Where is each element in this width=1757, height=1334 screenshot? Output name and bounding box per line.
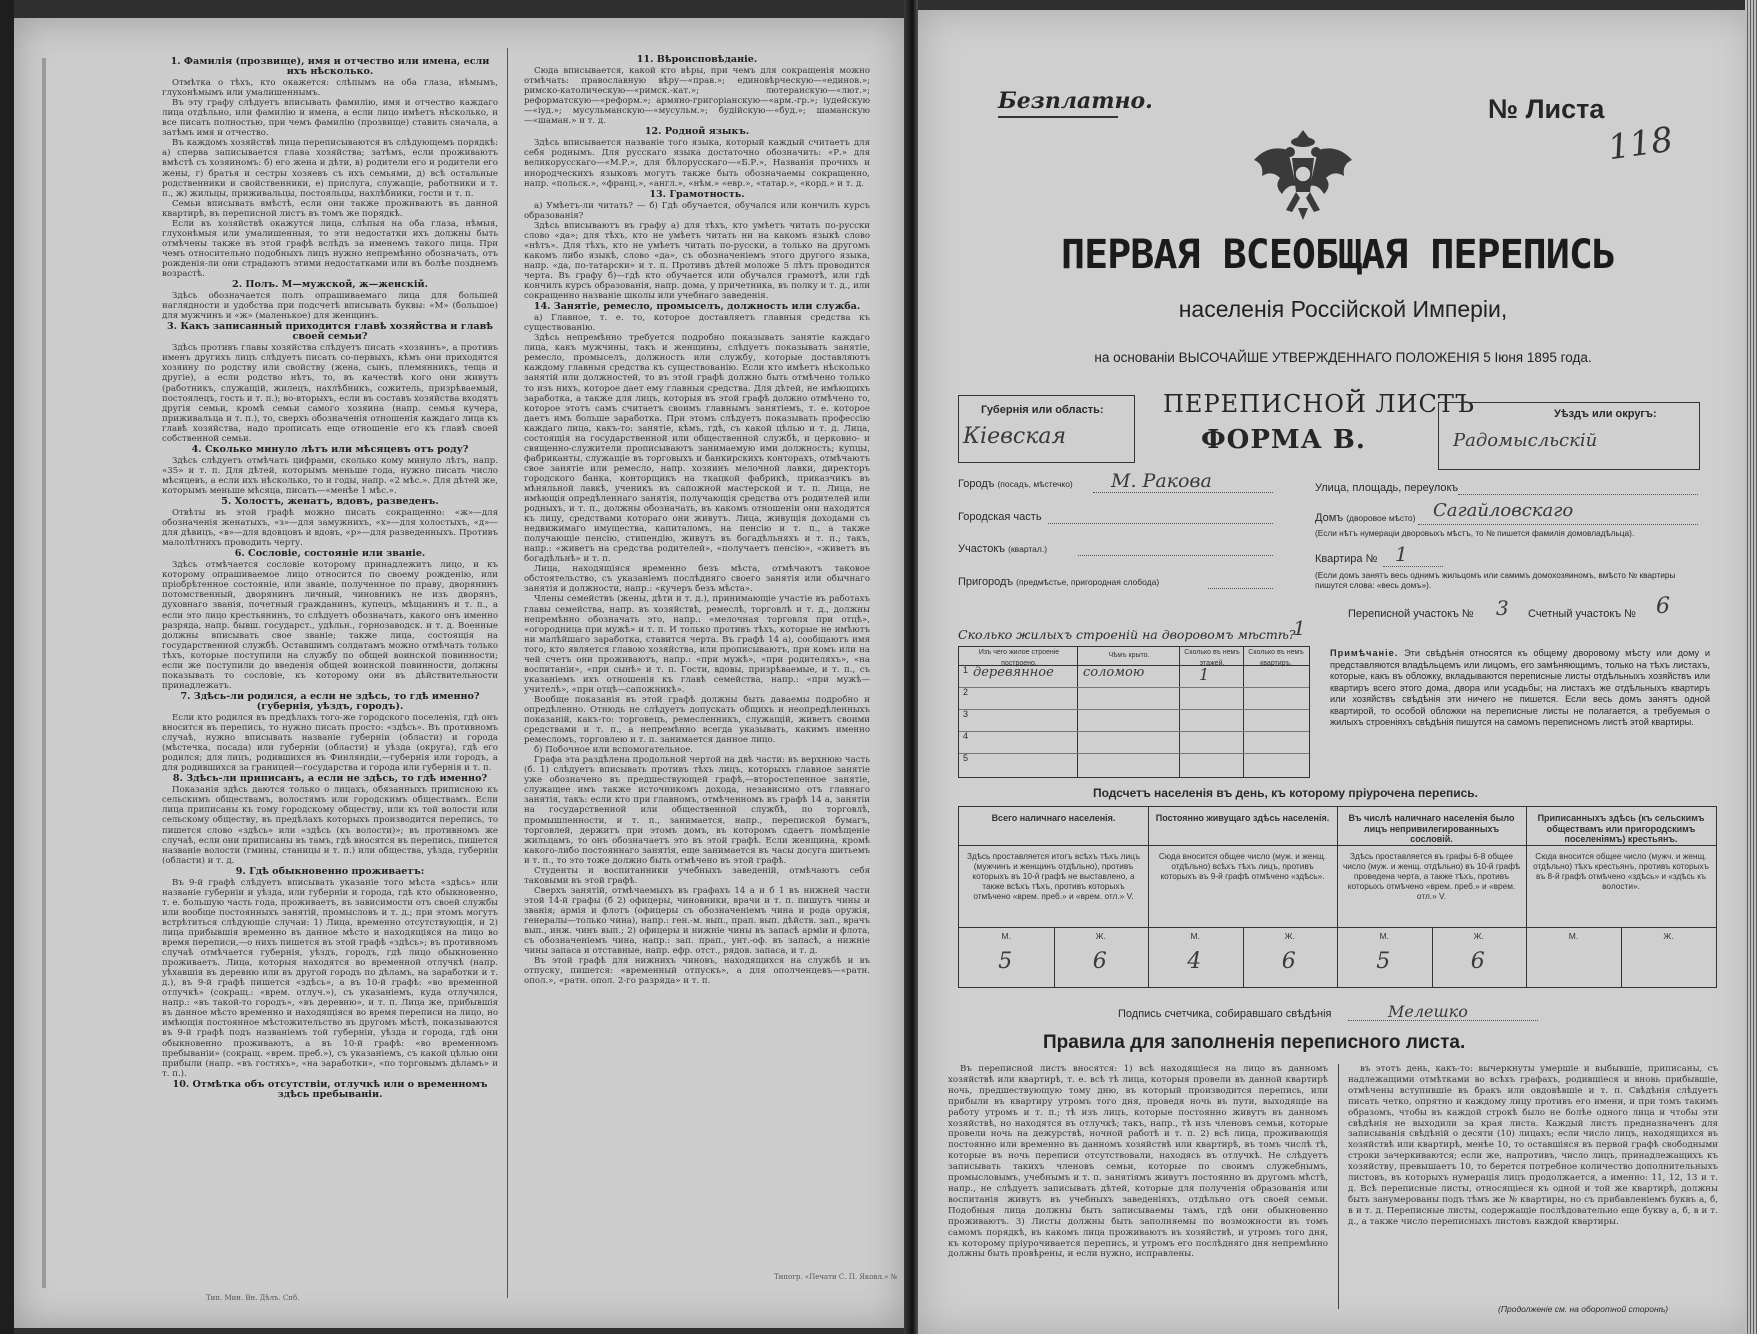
book-spine <box>904 0 918 1334</box>
bt-cell-n: 5 <box>963 753 969 763</box>
instruction-paragraph: Въ 9-й графѣ слѣдуетъ вписывать указаніе того мѣста «здѣсь» или названіе губерніи и уѣзда, или губерніи и города, гдѣ кто обыкновенно, т. е. большую часть года, проживаетъ, въ зависимости отъ своей службы или вообще постоянныхъ занятій, промысловъ и т. д.; при этомъ могутъ встрѣтиться слѣдующіе случаи: 1) Лица, временно отсутствующія, и 2) лица прибывшія временно въ данное мѣсто и находящіяся на лицо во время переписи,—о нихъ пишется въ этой графѣ «здѣсь»; въ противномъ случаѣ отмѣчается губернія, уѣздъ, городъ, гдѣ лицо обыкновенно проживаетъ. Лица, которыя находятся во временной отлучкѣ (напр. уѣхавшія въ деревню или въ другой городъ по дѣламъ, на заработки и т. д.), въ 9-й графѣ пишется «здѣсь», а въ 10-й графѣ: «во временной отлучкѣ» (сокращ.: «врем. отлуч.»), съ указаніемъ, куда отлучился, напр.: «въ такой-то городъ», «въ деревню», и т. п. Лица же, прибывшія въ данное мѣсто временно и находящіяся во время переписи на лицо, но имѣющія постоянное мѣстожительство въ другомъ мѣстѣ, показываются въ 9-й графѣ подъ названіемъ той губерніи, уѣзда и города, гдѣ они обыкновенно проживаютъ, а въ 10-й графѣ: «во временномъ пребываніи» (сокращ. «врем. преб.»), съ указаніемъ, съ какой цѣлью они прибыли (напр. «въ гостяхъ», «на заработки», «по торговымъ дѣламъ» и т. п.). <box>162 877 498 1079</box>
note-block <box>1330 648 1710 729</box>
section-heading: 10. Отмѣтка объ отсутствіи, отлучкѣ или о временномъ здѣсь пребываніи. <box>172 1078 488 1100</box>
gubernia-label: Губернія или область: <box>981 404 1104 416</box>
buildings-table-row <box>959 709 1309 732</box>
section-heading: 11. Вѣроисповѣданіе. <box>636 54 758 65</box>
count-male-label: М. <box>1379 931 1389 941</box>
sheet-number-value: 118 <box>1605 119 1676 169</box>
rules-column-1 <box>948 1064 1328 1314</box>
section-heading: 14. Занятіе, ремесло, промыселъ, должность или служба. <box>533 301 861 313</box>
district-label-text: Участокъ <box>958 543 1006 555</box>
apartment-footnote <box>1315 570 1710 590</box>
left-edge-shadow <box>0 0 14 1334</box>
buildings-table-row <box>959 731 1309 754</box>
house-label-text: Домъ <box>1315 512 1344 524</box>
signature-value: Мелешко <box>1388 1002 1468 1021</box>
instruction-paragraph: Отвѣты въ этой графѣ можно писать сокращенно: «ж»—для обозначенія женатыхъ, «з»—для замужнихъ, «х»—для холостыхъ, «д»—для дѣвицъ, «в»—для вдовцовъ и вдовъ, «р»—для разведенныхъ. Противъ малолѣтнихъ проводить черту. <box>162 508 498 549</box>
buildings-table-row <box>959 665 1309 688</box>
instruction-paragraph: Здѣсь обозначается полъ опрашиваемаго лица для большей наглядности и удобства при подсчетѣ вписывать буквы: «М» (большое) для мужчинъ и «ж» (маленькое) для женщинъ. <box>162 291 498 322</box>
instruction-paragraph: Отмѣтка о тѣхъ, кто окажется: слѣпымъ на оба глаза, нѣмымъ, глухонѣмымъ или умалишеннымъ. <box>162 78 498 99</box>
instruction-paragraph: Если кто родился въ предѣлахъ того-же городского поселенія, гдѣ онъ вносится въ перепись, то нужно писать просто: «здѣсь». Въ противномъ случаѣ, нужно вписывать названіе губерніи (области) и города (мѣстечка, посада) или губерніи (области) и уѣзда (округа), гдѣ его родился; для лицъ, родившихся въ Финляндіи,—губернія или городъ, а для родившихся за границей—государства и города или губернія и т. п. <box>162 713 498 774</box>
uezd-value: Радомысльскій <box>1453 430 1598 451</box>
census-title: ПЕРВАЯ ВСЕОБЩАЯ ПЕРЕПИСЬ <box>1061 232 1615 278</box>
section-heading: 1. Фамилія (прозвище), имя и отчество или имена, если ихъ нѣсколько. <box>170 56 490 78</box>
count-mf-divider <box>1243 927 1244 987</box>
count-mf-divider <box>1621 927 1622 987</box>
buildings-value: 1 <box>1293 616 1306 640</box>
count-note: Сюда вносится общее число (муж. и женщ. отдѣльно) всѣхъ тѣхъ лицъ, противъ которыхъ въ 9-й графѣ отмѣчено «здѣсь». <box>1158 851 1327 881</box>
signature-label: Подпись счетчика, собиравшаго свѣдѣнія <box>1118 1008 1332 1020</box>
population-count-table <box>958 806 1717 988</box>
house-line <box>1418 524 1698 525</box>
section-heading: 6. Сословіе, состояніе или званіе. <box>234 548 426 560</box>
instruction-paragraph: Сверхъ занятій, отмѣчаемыхъ въ графахъ 14 а и б 1 въ нижней части этой 14-й графы (б 2) офицеры, чиновники, врачи и т. п. пишутъ чины и званія; армія и флотъ (офицеры съ обозначеніемъ чина и рода оружія, генералы—только чина), напр.: ген.-м. вып., прап. вып. дѣйств. зап., врачъ вып., инж. чинъ вып.; 2) офицеры и нижніе чины въ запасѣ арміи и флота, съ обозначеніемъ чина, напр.: зап. прап., унт.-оф. въ запасѣ, а нижніе чины запаса и отставные, напр. ефр. отст., рядов. запаса, и т. д. <box>524 885 870 957</box>
rules-divider <box>1338 1064 1339 1309</box>
bt-header-floors: Сколько въ немъ этажей. <box>1184 649 1240 667</box>
instruction-paragraph: Студенты и воспитанники учебныхъ заведеній, отмѣчаютъ себя таковыми въ этой графѣ. <box>524 865 870 886</box>
instruction-paragraph: Семьи вписывать вмѣстѣ, если они также проживаютъ въ данной квартирѣ, въ переписной листъ въ томъ же порядкѣ. <box>162 198 498 219</box>
page-fold <box>42 58 46 1288</box>
count-male-value: 4 <box>1187 949 1202 974</box>
count-male-label: М. <box>1568 931 1579 941</box>
instruction-paragraph: Здѣсь противъ главы хозяйства слѣдуетъ писать «хозяинъ», а противъ именъ другихъ лицъ слѣдуетъ писать со-первыхъ, кѣмъ они приходятся хозяину по родству или свойству (жена, сынъ, племянникъ, теща и другіе), а если родство нѣтъ, то, въ качествѣ кого они живутъ (работникъ, служащій, жилецъ, нахлѣбникъ, сожитель, призрѣваемый, постоялецъ, гость и т. п.); во-вторыхъ, если въ составъ хозяйства входятъ другія семьи, кромѣ семьи самого хозяина (напр. семья кучера, приживальца и т. п.), то, сверхъ обозначенія отношенія каждаго лица къ главѣ хозяйства, надо прописать еще отношеніе его къ главѣ своей собственной семьи. <box>162 343 498 444</box>
suburb-note: (предмѣстье, пригородная слобода) <box>1016 577 1160 587</box>
bt-cell-material: деревянное <box>973 665 1054 680</box>
stacked-pages-edge <box>1745 0 1757 1334</box>
rules-text-1: Въ переписной листъ вносятся: 1) всѣ находящіеся на лицо въ данномъ хозяйствѣ или квартирѣ, т. е. всѣ тѣ лица, которыя провели въ данной квартирѣ ночь, предшествующую тому дню, въ который производится перепись, или прибыли въ квартиру утромъ того дня, проведя ночь въ пути, выходящіе на работу утромъ и т. п.; тѣ изъ лицъ, которые постоянно живутъ въ данномъ хозяйствѣ, но находятся въ отлучкѣ; такъ, напр., тѣ изъ членовъ семьи, которые провели ночь на дежурствѣ, ночной работѣ и т. п. 2) всѣ лица, проживающія постоянно или временно въ данномъ хозяйствѣ или квартирѣ, въ томъ числѣ тѣ, которые въ ночь переписи отсутствовали, находясь въ отлучкѣ. Не слѣдуетъ записывать такихъ членовъ семьи, которые по своимъ служебнымъ, промысловымъ, учебнымъ и т. п. занятіямъ живутъ постоянно въ другомъ мѣстѣ, напр., не слѣдуетъ записывать дѣтей, которые для полученія образованія или воспитанія живутъ въ учебныхъ заведеніяхъ, отдѣльно отъ своей семьи. Подобныя лица должны быть записываемы тамъ, гдѣ они обыкновенно проживаютъ. 3) Листы должны быть заполняемы по возможности въ томъ самомъ порядкѣ, въ какомъ лица проживаютъ въ хозяйствѣ, и утромъ того дня, къ которому пріурочивается перепись, и утромъ его послѣдняго дня непремѣнно должны быть провѣрены, и если нужно, исправлены. <box>948 1064 1328 1260</box>
sheet-number-label: № Листа <box>1488 94 1605 124</box>
section-heading: 8. Здѣсь-ли приписанъ, а если не здѣсь, то гдѣ именно? <box>172 773 488 785</box>
count-divider <box>959 845 1148 846</box>
count-title: Подсчетъ населенія въ день, къ которому пріурочена перепись. <box>1093 786 1478 800</box>
counter-area-value: 6 <box>1656 594 1670 619</box>
district-line <box>1078 555 1273 556</box>
uezd-label: Уѣздъ или округъ: <box>1554 408 1657 420</box>
count-column <box>1148 807 1338 987</box>
city-label-text: Городъ <box>958 478 995 490</box>
printer-footnote-left: Тип. Мин. Вн. Дѣлъ. Спб. <box>206 1294 300 1302</box>
count-female-label: Ж. <box>1473 931 1484 941</box>
census-area-value: 3 <box>1496 596 1509 620</box>
section-heading: 13. Грамотность. <box>649 188 745 200</box>
bt-cell-n: 1 <box>963 665 969 675</box>
house-note: (дворовое мѣсто) <box>1346 513 1416 523</box>
street-line <box>1458 494 1698 495</box>
city-label <box>958 478 1073 490</box>
bt-header-apartments: Сколько въ немъ квартиръ. <box>1248 649 1304 667</box>
section-heading: 4. Сколько минуло лѣтъ или мѣсяцевъ отъ роду? <box>191 443 469 455</box>
instruction-paragraph: Въ этой графѣ для нижнихъ чиновъ, находящихся на службѣ и въ отпуску, пишется: «временный отпускъ», а для ополченцевъ—«ратн. опол.», «ратн. опол. 2-го разряда» и т. п. <box>524 956 870 987</box>
city-line <box>1093 492 1273 493</box>
instruction-paragraph: а) Умѣетъ-ли читать? — б) Гдѣ обучается, обучался или кончилъ курсъ образованія? <box>524 200 870 221</box>
count-divider <box>1526 845 1716 846</box>
section-heading: 7. Здѣсь-ли родился, а если не здѣсь, то гдѣ именно? (губернія, уѣздъ, городъ). <box>180 690 480 712</box>
buildings-table <box>958 646 1310 778</box>
apartment-label: Квартира № <box>1315 553 1378 565</box>
instruction-paragraph: а) Главное, т. е. то, которое доставляетъ главныя средства къ существованію. <box>524 313 870 334</box>
suburb-line <box>1208 588 1273 589</box>
free-underline <box>998 116 1118 118</box>
bt-cell-n: 2 <box>963 687 969 697</box>
apartment-value: 1 <box>1395 542 1408 566</box>
city-part-label: Городская часть <box>958 511 1042 523</box>
buildings-table-row <box>959 687 1309 710</box>
bt-header-roof: Чѣмъ крыто. <box>1108 652 1150 659</box>
count-male-value: 5 <box>998 949 1013 974</box>
printer-footnote-right: Типогр. «Печати С. П. Яковл.» № <box>774 1273 898 1281</box>
house-footnote: (Если нѣтъ нумераціи дворовыхъ мѣстъ, то № пишется фамилія домовладѣльца). <box>1315 528 1635 538</box>
count-female-value: 6 <box>1470 949 1485 974</box>
instruction-paragraph: Здѣсь вписывается названіе того языка, который каждый считаетъ для себя роднымъ. Для русскаго языка достаточно обозначить: «Р.» для великорусскаго—«М.Р.», для бѣлорусскаго—«Б.Р.», Названія прочихъ и инородческихъ языковъ могутъ также быть обозначаемы сокращенно, напр. «польск.», «франц.», «англ.», «нѣм.» «евр.», «татар.», «корд.» и т. д. <box>524 138 870 189</box>
count-female-label: Ж. <box>1284 931 1295 941</box>
form-subtitle: ФОРМА В. <box>1201 425 1366 455</box>
bt-header-material: Изъ чего жилое строеніе построено. <box>978 649 1060 667</box>
instruction-paragraph: Лица, находящіяся временно безъ мѣста, отмѣчаютъ таковое обстоятельство, съ указаніемъ послѣдняго своего занятія или обычнаго занятія и должности, напр.: «кучеръ безъ мѣста». <box>524 564 870 595</box>
count-male-label: М. <box>1001 931 1011 941</box>
instruction-paragraph: Если въ хозяйствѣ окажутся лица, слѣпыя на оба глаза, нѣмыя, глухонѣмыя или умалишенныя, то эти недостатки ихъ должны быть отмѣчены также въ этой графѣ вслѣдъ за именемъ такого лица. При чемъ относительно подобныхъ лицъ нужно непремѣнно обозначать, отъ рожденія-ли они страдаютъ этими недостатками или въ болѣе позднемъ возрастѣ. <box>162 218 498 279</box>
house-label <box>1315 512 1416 524</box>
instruction-paragraph: Въ эту графу слѣдуетъ вписывать фамилію, имя и отчество каждаго лица отдѣльно, или фамилію и имена, а если лицо имѣетъ нѣсколько, и все писать полностью, при чемъ фамилію (прозвище) ставить сначала, а затѣмъ имя и отчество. <box>162 98 498 139</box>
instruction-paragraph: Здѣсь слѣдуетъ отмѣчать цифрами, сколько кому минуло лѣтъ, напр. «35» и т. п. Для дѣтей, которымъ меньше года, нужно писать число мѣсяцевъ, а если ихъ нѣсколько, то и годы, напр. «2 мѣс.». Для дѣтей же, которымъ меньше мѣсяца, писать—«менѣе 1 мѣс.». <box>162 455 498 496</box>
bt-cell-n: 4 <box>963 731 969 741</box>
instructions-column-1 <box>162 56 498 1226</box>
count-note: Сюда вносится общее число (мужч. и женщ. отдѣльно) тѣхъ крестьянъ, противъ которыхъ въ 8-й графѣ отмѣчено «здѣсь» и «здѣсь къ волости». <box>1533 851 1709 891</box>
free-label: Безплатно. <box>998 88 1153 114</box>
gubernia-value: Кіевская <box>963 424 1067 449</box>
column-divider <box>507 48 508 1298</box>
city-value: М. Ракова <box>1111 470 1212 492</box>
count-divider <box>1148 845 1337 846</box>
buildings-table-row <box>959 753 1309 775</box>
imperial-eagle-icon <box>1248 120 1358 230</box>
house-value: Сагайловскаго <box>1433 500 1574 521</box>
left-page <box>14 18 904 1328</box>
city-part-line <box>1048 523 1273 524</box>
instruction-paragraph: Графа эта раздѣлена продольной чертой на двѣ части: въ верхнюю часть (б. 1) слѣдуетъ вписывать противъ тѣхъ лицъ, которыхъ главное занятіе уже обозначено въ предшествующей графѣ,—второстепенное занятіе, служащее имъ также источникомъ дохода, независимо отъ главнаго занятія, такъ: если кто при главномъ, отмѣченномъ въ графѣ 14 а, занятіи на государственной или общественной службѣ, по торговлѣ, промышленности, и т. п., занимается, напр., перепиской бумагъ, торговлей, держитъ при этомъ домъ, въ которомъ сдаетъ помѣщеніе жильцамъ, то онъ обозначаетъ это въ этой графѣ. Если женщина, кромѣ какого-либо постояннаго занятія, еще занимается въ часы досуга шитьемъ и т. п., то это тоже должно быть отмѣчено въ этой графѣ. <box>524 755 870 866</box>
instruction-paragraph: Здѣсь непремѣнно требуется подробно показывать занятіе каждаго лица, какъ мужчины, такъ и женщины, слѣдуетъ показывать занятіе, ремесло, промыселъ, должность или службу, которые доставляютъ каждому главныя средства къ существованію. Если кто имѣетъ нѣсколько занятій или должностей, то въ этой графѣ должно быть отмѣчено только то изъ нихъ, которое дает ему главныя средства. Для дѣтей, не имѣющихъ заработка, а также для лицъ, которыя въ этой графѣ должно отмѣчено то, которое этотъ самъ считаетъ своимъ главнымъ занятіемъ, т. е. которое даетъ имъ больше заработка. При этомъ слѣдуетъ показывать профессію каждаго лица, какъ-то: занятіе, кѣмъ, гдѣ, съ какой цѣлью и т. д. Лица, состоящія на государственной или общественной службѣ, и церковно- и священно-служители прописываютъ занимаемую ими должность; купцы, фабриканты, служащіе въ торговыхъ и банкирскихъ конторахъ, отмѣчаютъ свое занятіе или ремесло, напр. хозяинъ мелочной лавки, директоръ городского банка, конторщикъ на ткацкой фабрикѣ, приказчикъ въ мѣняльной лавкѣ, ученикъ въ сапожной мастерской и т. п. Лица, не имѣющія опредѣленнаго занятія, получающія средства отъ родителей или родныхъ, и т. п., должны обозначать, въ какомъ отношеніи они находятся къ лицу, средствами котораго они живутъ. Лица, живущія доходами съ недвижимаго имущества, капиталомъ, на пенсію и т. п., а также получающіе пенсію, стипендію, живутъ въ богадѣльняхъ и т. п.; такъ, напр.: «живетъ на средства родителей», «получаетъ пенсію», «живетъ въ богадѣльнѣ» и т. п. <box>524 333 870 565</box>
district-note: (квартал.) <box>1008 544 1048 554</box>
counter-area-label: Счетный участокъ № <box>1528 608 1636 620</box>
form-title: ПЕРЕПИСНОЙ ЛИСТЪ <box>1163 390 1475 418</box>
suburb-label-text: Пригородъ <box>958 576 1014 588</box>
count-male-label: М. <box>1190 931 1200 941</box>
count-mf-divider <box>1432 927 1433 987</box>
count-header: Постоянно живущаго здѣсь населенія. <box>1155 813 1330 823</box>
bt-cell-floors: 1 <box>1199 665 1210 684</box>
count-male-value: 5 <box>1376 949 1391 974</box>
instruction-paragraph: Вообще показанія въ этой графѣ должны быть даваемы подробно и опредѣленно. Отнюдь не слѣдуетъ допускать общихъ и неопредѣленныхъ показаній, какъ-то: торговецъ, ремесленникъ, служащій, живетъ своими средствами и т. п., а непремѣнно всегда указывать, какимъ именно ремесломъ, торговлею и т. п. занимается данное лицо. <box>524 694 870 746</box>
instruction-paragraph: б) Побочное или вспомогательное. <box>534 745 694 756</box>
rules-column-2 <box>1348 1064 1718 1300</box>
city-note: (посадъ, мѣстечко) <box>997 479 1073 489</box>
count-mf-divider <box>1054 927 1055 987</box>
suburb-label <box>958 576 1159 588</box>
count-note: Здѣсь проставляется итогъ всѣхъ тѣхъ лицъ (мужчинъ и женщинъ отдѣльно), противъ которыхъ въ 10-й графѣ не выставлено, а также всѣхъ тѣхъ, противъ которыхъ отмѣчено «врем. преб.» и «врем. отл.» V. <box>966 851 1141 901</box>
note-title: Примѣчаніе. <box>1330 648 1399 658</box>
instruction-paragraph: Здѣсь вписываютъ въ графу а) для тѣхъ, кто умѣетъ читать по-русски слово «да»; для тѣхъ, кто не умѣетъ читать ни на какомъ языкѣ слово «нѣтъ». Для тѣхъ, кто не умѣетъ читать по-русски, а только на другомъ какомъ либо языкѣ, слово «да», съ обозначеніемъ этого другого языка, напр. «да, по-татарски» и т. п. Противъ дѣтей моложе 5 лѣтъ проводится черта. Въ графу б)—гдѣ кто обучается или обучался грамотѣ, или гдѣ кончилъ курсъ образованія, напр. дома, у причетника, въ полку и т. д., или сокращенно названіе школы или учебнаго заведенія. <box>524 220 870 302</box>
instruction-paragraph: Въ каждомъ хозяйствѣ лица переписываются въ слѣдующемъ порядкѣ: а) сперва записывается глава хозяйства; затѣмъ, если проживаютъ вмѣстѣ съ хозяиномъ: б) его жена и дѣти, в) родители его и родители его жены, г) братья и сестры хозяевъ съ ихъ семьями, д) всѣ остальные родственники и свойственники, е) прислуга, служащіе, работники и т. п., ж) жильцы, приживальцы, постояльцы, нахлѣбники, гости и т. п. <box>162 138 498 199</box>
count-header: Въ числѣ наличнаго населенія было лицъ непривилегированныхъ сословій. <box>1348 813 1515 844</box>
bt-cell-n: 3 <box>963 709 969 719</box>
count-female-label: Ж. <box>1095 931 1106 941</box>
continued-note: (Продолженіе см. на оборотной сторонѣ) <box>1498 1304 1669 1314</box>
rules-text-2: въ этотъ день, какъ-то: вычеркнуты умершіе и выбывшіе, приписаны, съ надлежащими отмѣтками во всѣхъ графахъ, родившіеся и вновь прибывшіе, отмѣчены вступившіе въ бракъ или овдовѣвшіе и т. п. Свѣдѣнія слѣдуетъ писать четко, опрятно и каждому лицу противъ его имени, и при томъ такимъ образомъ, чтобы въ каждой строкѣ было не болѣе одного лица и чтобы эти свѣдѣнія не выходили за края листа. Каждый листъ предназначенъ для записыванія свѣдѣній о десяти (10) лицахъ; если число лицъ, находящихся въ хозяйствѣ или квартирѣ, менѣе 10, то оставшіяся въ первой графѣ свободными строки зачеркиваются; если же, напротивъ, число лицъ, принадлежащихъ къ хозяйству, превышаетъ 10, то берется потребное количество дополнительныхъ листовъ, въ которыхъ нумерація лицъ продолжается, а именно: 11, 12, 13 и т. д. Всѣ переписные листы, относящіеся къ одной и той же квартирѣ, должны быть занумерованы подъ тѣмъ же № квартиры, но съ прибавленіемъ буквъ а, б, в и т. д. Переписные листы, содержащіе послѣдовательно еще букву а, б, в и т. д., а также число переписныхъ листовъ каждой квартиры. <box>1348 1064 1718 1227</box>
census-form-page <box>918 10 1757 1334</box>
count-female-label: Ж. <box>1663 931 1674 941</box>
bt-cell-roof: соломою <box>1083 665 1145 680</box>
count-header: Всего наличнаго населенія. <box>991 813 1116 823</box>
count-header: Приписанныхъ здѣсь (къ сельскимъ обществамъ или пригородскимъ поселеніямъ) крестьянъ. <box>1537 813 1705 844</box>
count-note: Здѣсь проставляется въ графы 6-8 общее число (муж. и женщ. отдѣльно) въ 10-й графѣ проведена черта, а также тѣхъ, противъ которыхъ отмѣчено «врем. преб.» и «врем. отл.» V. <box>1342 851 1521 901</box>
section-heading: 5. Холостъ, женатъ, вдовъ, разведенъ. <box>221 496 439 508</box>
count-divider <box>1337 845 1526 846</box>
instructions-column-2 <box>524 54 870 1254</box>
section-heading: 9. Гдѣ обыкновенно проживаетъ: <box>235 865 425 877</box>
instruction-paragraph: Показанія здѣсь даются только о лицахъ, обязанныхъ приписною къ сельскимъ обществамъ, волостямъ или городскимъ обществамъ. Если лица приписаны къ тому городскому обществу, или къ той волости или сельскому обществу, въ предѣлахъ которыхъ производится перепись, то пишется слово «здѣсь» или «здѣсь (къ волости)»; въ противномъ же случаѣ, если они приписаны въ тамъ, гдѣ вносятся въ перепись, пишется названіе волости (гмины, станицы и т. п.) или общества, уѣзда, губерніи (области) и т. д. <box>162 785 498 866</box>
street-label: Улица, площадь, переулокъ <box>1315 482 1459 494</box>
instruction-paragraph: Члены семействъ (жены, дѣти и т. д.), принимающіе участіе въ работахъ главы семейства, напр. въ хозяйствѣ, ремеслѣ, торговлѣ и т. д., должны непремѣнно обозначать это, напр.: «мелочная торговля при отцѣ», «огородница при мужѣ» и т. п. И только противъ тѣхъ, которые не имѣютъ ни малѣйшаго заработка, ставится черта. Въ графѣ 14 а), сообщаютъ имя того, кто является главою хозяйства, или прописываютъ, при комъ или на чей счетъ они проживаютъ, напр.: «при мужѣ», «при родителяхъ», «на воспитаніи», «при сынѣ» и т. п. Гости, вдовы, призрѣваемые, и т. п., съ указаніемъ ихъ отношенія къ главѣ семейства, напр.: «при мужѣ—учителѣ», «при отцѣ—сапожникѣ». <box>524 594 870 695</box>
section-heading: 2. Полъ. М—мужской, ж—женскій. <box>232 279 428 291</box>
district-label <box>958 543 1047 555</box>
buildings-label: Сколько жилыхъ строеній на дворовомъ мѣстѣ? <box>958 627 1296 642</box>
count-female-value: 6 <box>1281 949 1296 974</box>
count-female-value: 6 <box>1092 949 1107 974</box>
instruction-paragraph: Сюда вписывается, какой кто вѣры, при чемъ для сокращенія можно отмѣчать: православную вѣру—«прав.»; единовѣрческую—«единов.»; римско-католическую—«римск.-кат.»; лютеранскую—«лют.»; реформатскую—«реформ.»; армяно-григоріанскую—«арм.-гр.»; іудейскую—«іуд.»; мусульманскую—«мусульм.»; будійскую—«буд.»; шаманскую—«шаман.» и т. д. <box>524 66 870 127</box>
instruction-paragraph: Здѣсь отмѣчается сословіе которому принадлежитъ лицо, и къ которому опрашиваемое лицо относится по своему рожденію, или пріобрѣтенное состояніе, или званіе, полученное по праву, дворянинъ потомственный, дворянинъ личный, чиновникъ не изъ дворянъ, духовнаго званія, почетный гражданинъ, купецъ, мѣщанинъ и т. п., а если это лицо крестьянинъ, то слѣдуетъ обозначать, какого онъ именно разряда, напр. бывш. государст., удѣльн., горнозаводск. и т. д. Военные должны вписывать свое званіе; также лица, состоящія на государственной службѣ. Оставшимъ солдатамъ можно отмѣчать только тѣхъ, которые поступили на службу по общей воинской повинности; если же поступили до введенія общей воинской повинности, должны показывать то сословіе, къ которому они въ дѣйствительности принадлежатъ. <box>162 560 498 691</box>
apartment-footnote-text: (Если домъ занятъ весь однимъ жильцомъ или самимъ домохозяиномъ, вмѣсто № квартиры пишутся слова: «весь домъ»). <box>1315 570 1676 590</box>
count-column <box>959 807 1149 987</box>
section-heading: 3. Какъ записанный приходится главѣ хозяйства и главѣ своей семьи? <box>166 321 494 343</box>
census-basis: на основаніи ВЫСОЧАЙШЕ УТВЕРЖДЕННАГО ПОЛОЖЕНІЯ 5 Іюня 1895 года. <box>1094 350 1592 365</box>
rules-title: Правила для заполненія переписного листа. <box>1043 1032 1466 1053</box>
note-text: Эти свѣдѣнія относятся къ общему дворовому мѣсту или дому и представляются владѣльцемъ или лицомъ, его замѣняющимъ, только на тѣхъ листахъ, которые, какъ въ обложку, вкладываются переписные листы отдѣльныхъ хозяйствъ или квартиръ всего этого дома, двора или усадьбы; на листахъ же отдѣльныхъ квартиръ или хозяйствъ свѣдѣнія эти ничего не пишется. Если весь домъ занятъ одной квартирой, то особой обложки на переписные листы не полагается, а требуемыя о жилыхъ строеніяхъ свѣдѣнія пишутся на самомъ переписномъ листѣ этой квартиры. <box>1330 648 1710 727</box>
section-heading: 12. Родной языкъ. <box>644 126 750 138</box>
census-area-label: Переписной участокъ № <box>1348 608 1474 620</box>
count-column <box>1526 807 1716 987</box>
census-subtitle: населенія Россійской Имперіи, <box>1178 296 1508 322</box>
apartment-line <box>1383 566 1443 567</box>
count-column <box>1337 807 1527 987</box>
